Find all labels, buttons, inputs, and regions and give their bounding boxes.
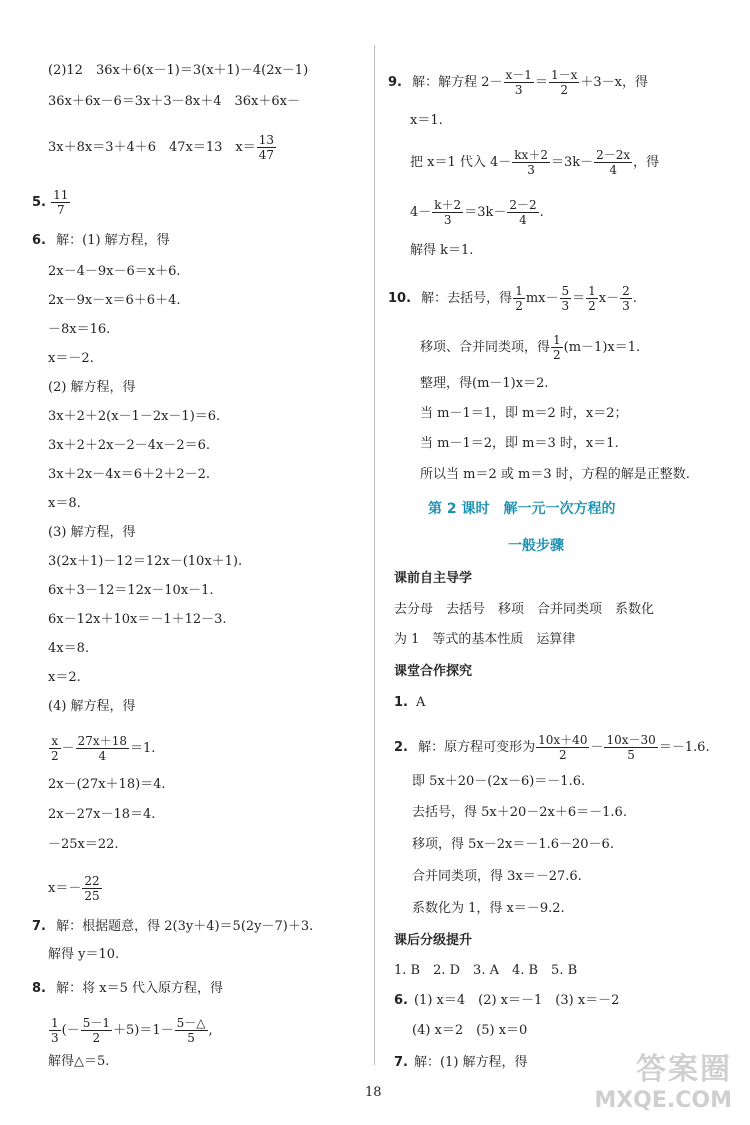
text-line: 2x－(27x＋18)＝4.	[48, 777, 166, 792]
watermark-logo: 答案圈 MXQE.COM	[594, 1052, 732, 1113]
lesson-title: 一般步骤	[508, 538, 564, 554]
answer-line: 7. 解：(1) 解方程，得	[394, 1055, 528, 1070]
question-6-head: 6. 解：(1) 解方程，得	[32, 233, 170, 248]
text-line: (4) 解方程，得	[48, 699, 136, 714]
text-line: 去分母 去括号 移项 合并同类项 系数化	[394, 602, 655, 617]
answer-line: 1. A	[394, 695, 426, 710]
text-line: 3x＋2＋2x－2－4x－2＝6.	[48, 438, 211, 453]
text-line: 36x＋6x－6＝3x＋3－8x＋4 36x＋6x－	[48, 94, 300, 109]
text-line: (3) 解方程，得	[48, 525, 136, 540]
text-line: 解得△＝5.	[48, 1054, 110, 1069]
text-line: 把 x＝1 代入 4－ $\frac{kx+2}{3}$ ＝3k－ $\frac{2-2x}{4}$ ，得	[410, 148, 660, 177]
text-line: x＝8.	[48, 496, 81, 511]
text-line: 整理，得(m－1)x＝2.	[420, 376, 549, 391]
text-line: 解得 k＝1.	[410, 243, 474, 258]
section-heading: 课堂合作探究	[394, 664, 473, 679]
text-line: $\frac{1}{3}$ (－ $\frac{5-1}{2}$ ＋5)＝1－ $\frac{5-\triangle}{5}$ ,	[51, 1016, 213, 1045]
question-2: 2. 解：原方程可变形为 $\frac{10x+40}{2}$ － $\frac{10x-30}{5}$ ＝－1.6.	[394, 733, 710, 762]
text-line: －25x＝22.	[48, 837, 119, 852]
text-line: 6x－12x＋10x＝－1＋12－3.	[48, 612, 227, 627]
text-line: 所以当 m＝2 或 m＝3 时，方程的解是正整数.	[420, 467, 690, 482]
answer-line: 6. (1) x＝4 (2) x＝－1 (3) x＝－2	[394, 993, 620, 1008]
text-line: 3(2x＋1)－12＝12x－(10x＋1).	[48, 554, 243, 569]
text-line: 为 1 等式的基本性质 运算律	[394, 632, 576, 647]
text-line: (2) 解方程，得	[48, 380, 136, 395]
question-5: 5. $\frac{11}{7}$	[32, 188, 69, 217]
text-line: 即 5x＋20－(2x－6)＝－1.6.	[412, 774, 586, 789]
text-line: 移项、合并同类项，得 $\frac{1}{2}$ (m－1)x＝1.	[420, 333, 641, 362]
question-8: 8. 解：将 x＝5 代入原方程，得	[32, 981, 223, 996]
text-line: 3x＋2x－4x＝6＋2＋2－2.	[48, 467, 211, 482]
question-9: 9. 解：解方程 2－ $\frac{x-1}{3}$ ＝ $\frac{1-x}{2}$ ＋3－x，得	[388, 68, 648, 97]
answer-line: (4) x＝2 (5) x＝0	[412, 1023, 528, 1038]
text-line: 2x－9x－x＝6＋6＋4.	[48, 293, 181, 308]
question-7: 7. 解：根据题意，得 2(3y＋4)＝5(2y－7)＋3.	[32, 919, 314, 934]
text-line: 移项，得 5x－2x＝－1.6－20－6.	[412, 837, 614, 852]
page-number: 18	[365, 1085, 382, 1100]
text-line: $\frac{x}{2}$ － $\frac{27x+18}{4}$ ＝1.	[51, 734, 156, 763]
text-line: 6x＋3－12＝12x－10x－1.	[48, 583, 214, 598]
text-line: －8x＝16.	[48, 322, 111, 337]
text-line: 系数化为 1，得 x＝－9.2.	[412, 901, 565, 916]
text-line: 3x＋2＋2(x－1－2x－1)＝6.	[48, 409, 221, 424]
text-line: x＝－2.	[48, 351, 94, 366]
section-heading: 课后分级提升	[394, 933, 473, 948]
text-line: 解得 y＝10.	[48, 947, 120, 962]
lesson-title: 第 2 课时 解一元一次方程的	[428, 501, 616, 517]
text-line: x＝－ $\frac{22}{25}$	[48, 874, 100, 903]
text-line: 2x－27x－18＝4.	[48, 807, 156, 822]
text-line: x＝2.	[48, 670, 81, 685]
text-line: 4－ $\frac{k+2}{3}$ ＝3k－ $\frac{2-2}{4}$ .	[410, 198, 544, 227]
question-10: 10. 解：去括号，得 $\frac{1}{2}$ mx－ $\frac{5}{3}$ ＝ $\frac{1}{2}$ x－ $\frac{2}{3}$ .	[388, 284, 637, 313]
text-line: 2x－4－9x－6＝x＋6.	[48, 264, 181, 279]
text-line: 当 m－1＝1，即 m＝2 时，x＝2；	[420, 406, 628, 421]
column-divider	[374, 45, 375, 1065]
text-line: 4x＝8.	[48, 641, 90, 656]
answer-line: 1. B 2. D 3. A 4. B 5. B	[394, 963, 578, 978]
text-line: 去括号，得 5x＋20－2x＋6＝－1.6.	[412, 805, 627, 820]
text-line: 当 m－1＝2，即 m＝3 时，x＝1.	[420, 436, 619, 451]
text-line: 合并同类项，得 3x＝－27.6.	[412, 869, 582, 884]
text-line: 3x＋8x＝3＋4＋6 47x＝13 x＝ $\frac{13}{47}$	[48, 133, 275, 162]
section-heading: 课前自主导学	[394, 571, 473, 586]
text-line: (2)12 36x＋6(x－1)＝3(x＋1)－4(2x－1)	[48, 63, 309, 78]
text-line: x＝1.	[410, 113, 443, 128]
